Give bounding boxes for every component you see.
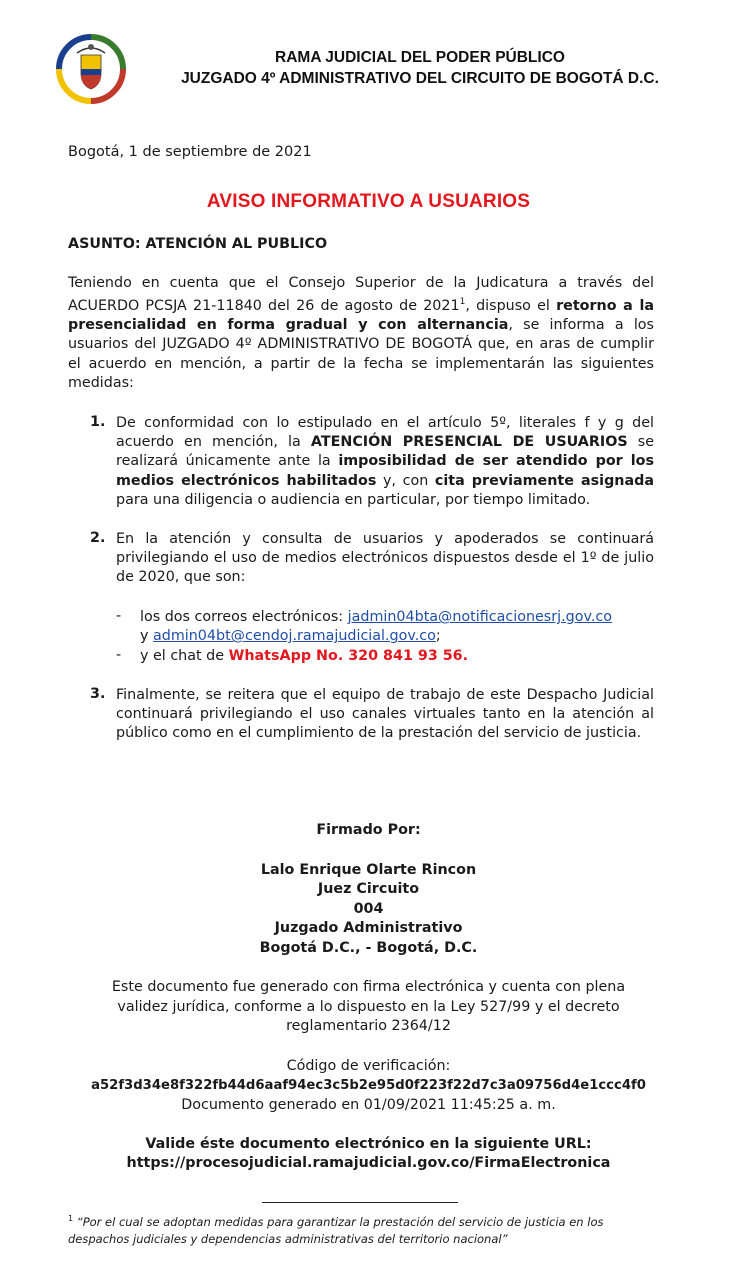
sub-text: y [140,628,154,645]
verification-label: Código de verificación: [286,1058,451,1074]
item-number: 2. [90,530,106,546]
item-1-text [116,414,654,510]
item-text: se realizará únicamente ante la [116,434,654,470]
subject-line: ASUNTO: ATENCIÓN AL PUBLICO [68,236,328,252]
email-list-item [140,608,660,646]
item-text: De conformidad con lo estipulado en el artículo 5º, literales f y g del acuerdo en mención, la [116,415,654,451]
item-bold: cita previamente asignada [434,472,655,489]
item-bold: imposibilidad de ser atendido por los medios electrónicos habilitados [116,453,654,489]
whatsapp-number: WhatsApp No. 320 841 93 56. [228,648,469,664]
validity-line-2: validez jurídica, conforme a lo dispuesto en la Ley 527/99 y el decreto [117,999,620,1015]
sub-bullet: - [116,647,122,663]
header-line-2: JUZGADO 4º ADMINISTRATIVO DEL CIRCUITO DE BOGOTÁ D.C. [181,70,659,87]
item-number: 1. [90,414,106,430]
whatsapp-list-item [140,647,660,666]
intro-text: Teniendo en cuenta que el Consejo Superior de la Judicatura a través del ACUERDO PCSJA 21-11840 del 26 de agosto de 2021 [68,275,654,314]
signer-number: 004 [353,901,384,917]
validity-line-3: reglamentario 2364/12 [286,1018,451,1034]
signer-role: Juez Circuito [317,881,420,897]
item-2-text: En la atención y consulta de usuarios y apoderados se continuará privilegiando el uso de medios electrónicos dispuestos desde el 1º de julio de 2020, que son: [116,531,654,586]
sub-text: ; [435,628,441,645]
item-text: para una diligencia o audiencia en particular, por tiempo limitado. [116,491,591,508]
validate-url[interactable]: https://procesojudicial.ramajudicial.gov.co/FirmaElectronica [126,1155,611,1171]
item-number: 3. [90,686,106,702]
footnote-divider [262,1202,458,1203]
signer-city: Bogotá D.C., - Bogotá, D.C. [259,940,478,956]
signed-by-label: Firmado Por: [316,822,421,838]
footnote-text: “Por el cual se adoptan medidas para garantizar la prestación del servicio de justicia en los despachos judiciales y dependencias administrativas del territorio nacional” [68,1214,604,1246]
intro-text: , se informa a los usuarios del JUZGADO 4º ADMINISTRATIVO DE BOGOTÁ que, en aras de cumplir el acuerdo en mención, a partir de la fecha se implementarán las siguientes medidas: [68,317,654,391]
validity-line-1: Este documento fue generado con firma electrónica y cuenta con plena [111,979,626,995]
header-line-1: RAMA JUDICIAL DEL PODER PÚBLICO [275,49,565,66]
signer-name: Lalo Enrique Olarte Rincon [260,862,477,878]
item-bold: ATENCIÓN PRESENCIAL DE USUARIOS [310,434,628,451]
intro-text: , dispuso el [465,297,557,314]
sub-bullet: - [116,608,122,624]
footnote [68,1210,668,1248]
institution-header [150,47,690,89]
document-date: Bogotá, 1 de septiembre de 2021 [68,144,312,160]
signer-office: Juzgado Administrativo [274,920,463,936]
footnote-ref: 1 [459,297,466,308]
item-3-text: Finalmente, se reitera que el equipo de trabajo de este Despacho Judicial continuará privilegiando el uso canales virtuales tanto en la atención al público como en el cumplimiento de la prestación del servicio de justicia. [116,687,654,742]
verification-code: a52f3d34e8f322fb44d6aaf94ec3c5b2e95d0f223f22d7c3a09756d4e1ccc4f0 [91,1078,646,1093]
sub-text: y el chat de [140,648,229,664]
intro-paragraph [68,274,654,393]
generated-timestamp: Documento generado en 01/09/2021 11:45:25 a. m. [181,1097,556,1113]
sub-text: los dos correos electrónicos: [140,609,348,625]
notice-title: AVISO INFORMATIVO A USUARIOS [206,191,531,212]
email-link-1[interactable]: jadmin04bta@notificacionesrj.gov.co [347,609,612,625]
email-link-2[interactable]: admin04bt@cendoj.ramajudicial.gov.co [153,628,436,645]
rama-judicial-seal-icon [55,33,127,105]
validate-label: Valide éste documento electrónico en la siguiente URL: [145,1136,592,1152]
footnote-mark: 1 [68,1214,74,1223]
item-text: y, con [376,472,435,489]
intro-bold: retorno a la presencialidad en forma gradual y con alternancia [68,297,655,334]
